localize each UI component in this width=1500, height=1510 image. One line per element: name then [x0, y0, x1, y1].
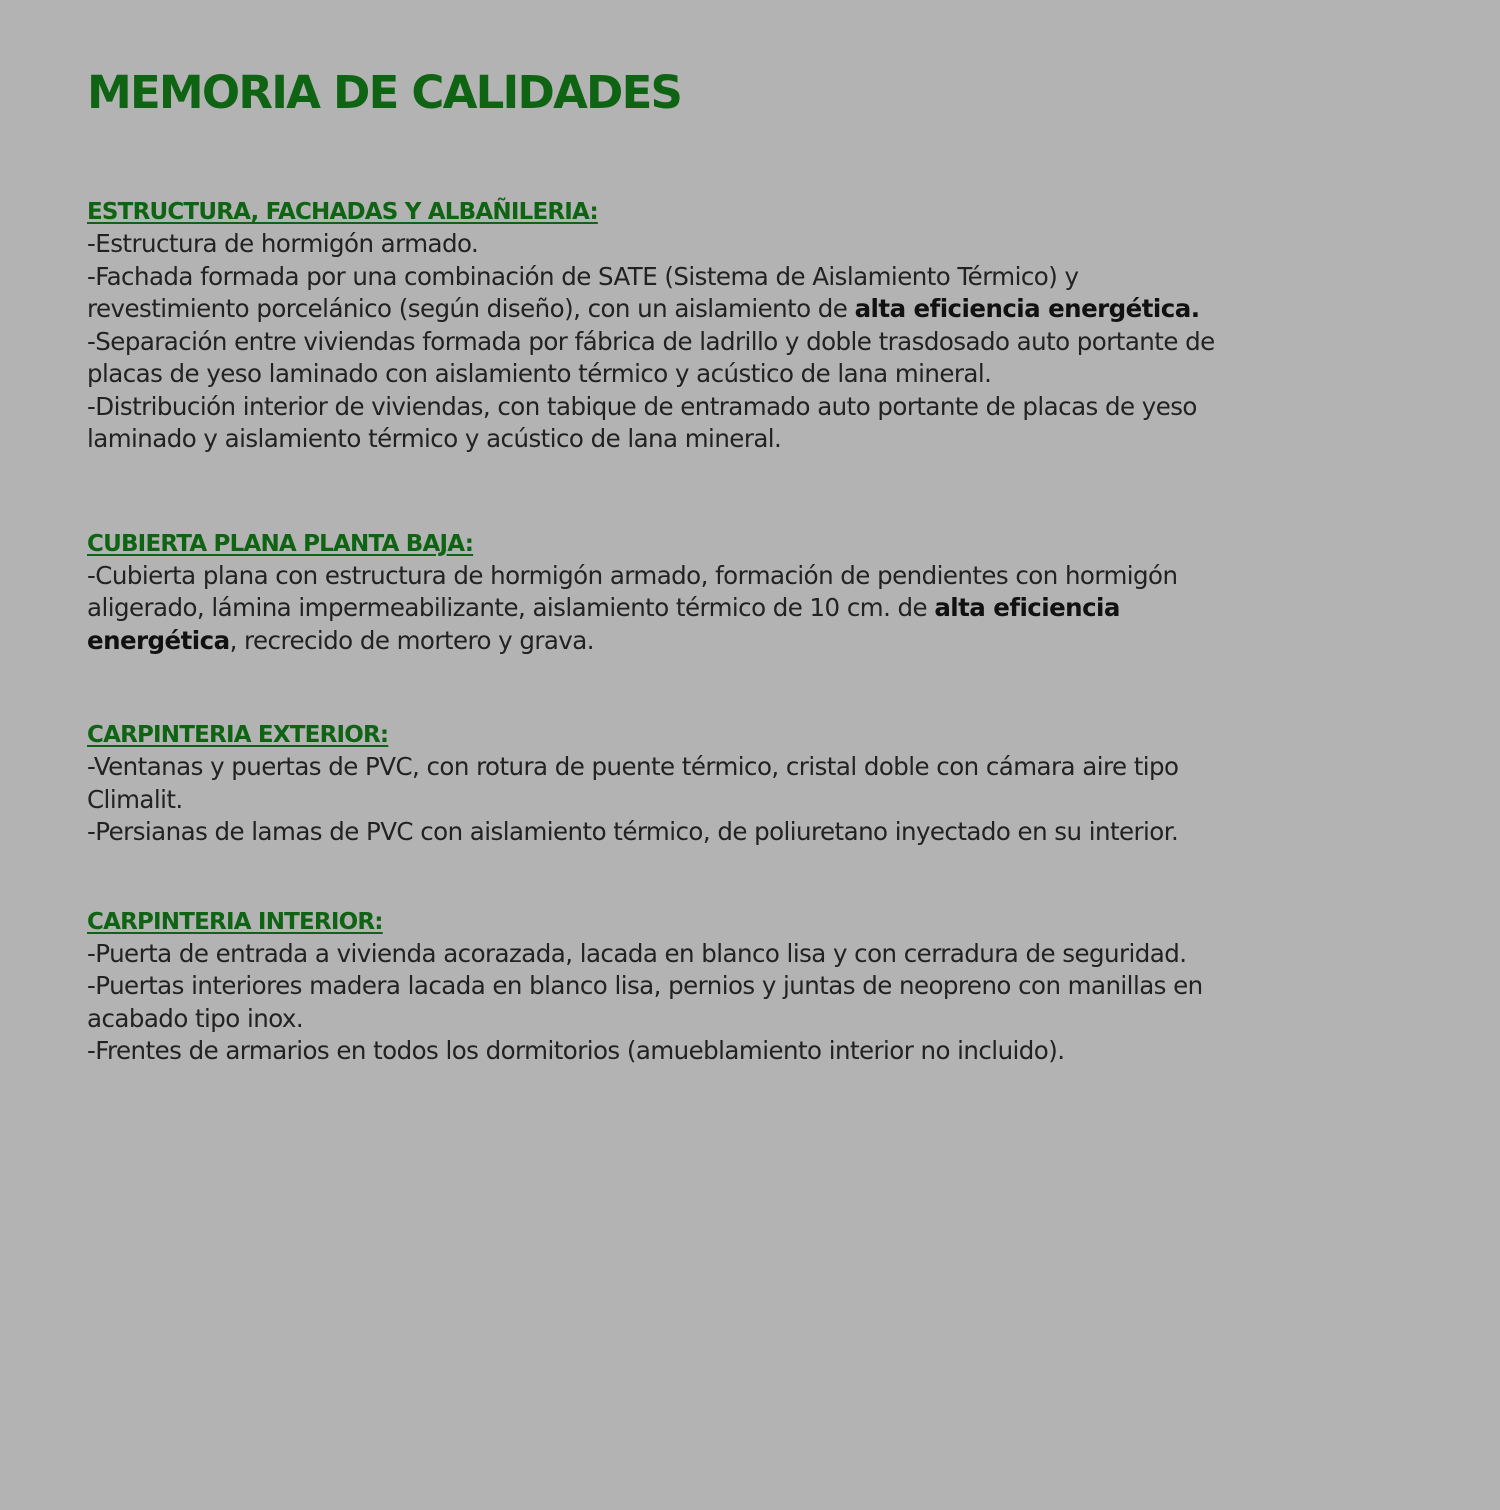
section-estructura-fachadas-albanileria	[87, 196, 1237, 456]
paragraph-text: -Estructura de hormigón armado.	[87, 229, 479, 258]
page-title: MEMORIA DE CALIDADES	[87, 66, 682, 119]
paragraph-text: , recrecido de mortero y grava.	[229, 625, 594, 655]
section-title: CARPINTERIA INTERIOR:	[87, 908, 383, 935]
section-carpinteria-interior	[87, 906, 1237, 1068]
paragraph-text: -Separación entre viviendas formada por fábrica de ladrillo y doble trasdosado auto portante de placas de yeso laminado con aislamiento térmico y acústico de lana mineral.	[87, 326, 1215, 388]
paragraph	[87, 970, 1237, 1035]
paragraph-text: -Puertas interiores madera lacada en blanco lisa, pernios y juntas de neopreno con manillas en acabado tipo inox.	[87, 971, 1203, 1033]
paragraph	[87, 261, 1237, 326]
section-cubierta-plana	[87, 528, 1237, 658]
section-carpinteria-exterior	[87, 719, 1237, 849]
paragraph	[87, 751, 1237, 816]
paragraph	[87, 560, 1237, 658]
paragraph-text: -Cubierta plana con estructura de hormigón armado, formación de pendientes con hormigón aligerado, lámina impermeabilizante, aislamiento térmico de 10 cm. de	[87, 560, 1178, 622]
paragraph-text: -Puerta de entrada a vivienda acorazada, lacada en blanco lisa y con cerradura de seguridad.	[87, 938, 1187, 968]
bold-emphasis: alta eficiencia energética.	[854, 294, 1200, 323]
paragraph	[87, 391, 1237, 456]
paragraph-text: -Persianas de lamas de PVC con aislamiento térmico, de poliuretano inyectado en su interior.	[87, 817, 1179, 846]
bold-emphasis: alta eficiencia energética	[87, 593, 1120, 655]
paragraph-text: -Ventanas y puertas de PVC, con rotura de puente térmico, cristal doble con cámara aire tipo Climalit.	[87, 752, 1179, 814]
paragraph	[87, 816, 1237, 849]
paragraph-text: -Distribución interior de viviendas, con tabique de entramado auto portante de placas de yeso laminado y aislamiento térmico y acústico de lana mineral.	[87, 391, 1197, 453]
paragraph	[87, 326, 1237, 391]
paragraph	[87, 228, 1237, 261]
section-title: CARPINTERIA EXTERIOR:	[87, 722, 389, 748]
paragraph	[87, 1035, 1237, 1068]
paragraph-text: -Fachada formada por una combinación de SATE (Sistema de Aislamiento Térmico) y revestimiento porcelánico (según diseño), con un aislamiento de	[87, 261, 1079, 323]
section-title: CUBIERTA PLANA PLANTA BAJA:	[87, 530, 474, 557]
paragraph-text: -Frentes de armarios en todos los dormitorios (amueblamiento interior no incluido).	[87, 1036, 1065, 1065]
section-title: ESTRUCTURA, FACHADAS Y ALBAÑILERIA:	[87, 199, 598, 225]
paragraph	[87, 938, 1237, 971]
